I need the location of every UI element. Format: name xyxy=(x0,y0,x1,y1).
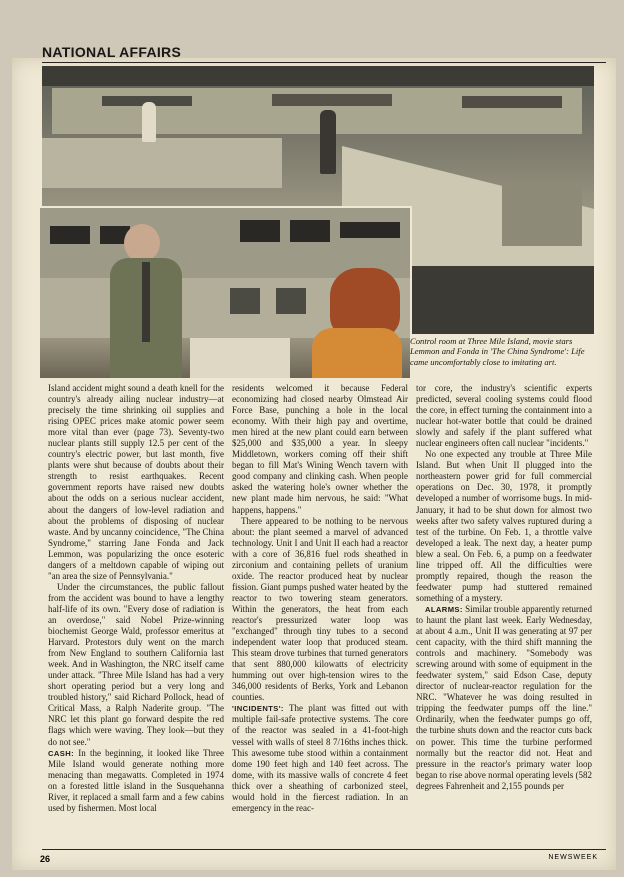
paragraph-text: Under the circumstances, the public fallout from the accident was bound to have a lengthy half-life of its own. "Every dose of radiation is an overdose," said Nobel Prize-winning biochemist George Wald, professor emeritus at Harvard. Protestors duly went on the march from New England to southern California last week. And in Washington, the NRC itself came under attack. "Three Mile Island has had a very short operating period but a very long and troubled history," said Richard Pollock, head of Critical Mass, a Ralph Naderite group. "The NRC let this plant go forward despite the red flags which were waving. They look—but they do not see." xyxy=(48,581,224,747)
paragraph-subhead: ALARMS: xyxy=(425,604,463,614)
paragraph-text: tor core, the industry's scientific experts predicted, several cooling systems could flood the core, in effect turning the containment into a nuclear hot-water bottle that could be drained slowly and safely if the plant suffered what nuclear engineers often call nuclear "incidents." xyxy=(416,383,592,449)
paragraph-text: Similar trouble apparently returned to haunt the plant last week. Early Wednesday, at about 4 a.m., Unit II was generating at 97 per cent capacity, with the third shift manning the controls and machinery. "Somebody was screwing around with some of equipment in the feedwater system," said Edson Case, deputy director of nuclear-reactor regulation for the NRC. "Whatever he was doing resulted in tripping the feedwater pumps off the line." Ordinarily, when the feedwater pumps go off, the turbine shuts down and the reactor cuts back on power. This time the turbine performed normally but the reactor did not. Heat and pressure in the reactor's primary water loop began to rise above normal operating levels (582 degrees Fahrenheit and 2,155 pounds per xyxy=(416,603,592,791)
paragraph-text: The plant was fitted out with multiple fail-safe protective systems. The core of the reactor was sealed in a 41-foot-high vessel with walls of steel 8 7/16ths inches thick. This awesome tube stood within a containment dome 190 feet high and 140 feet across. The dome, with its massive walls of concrete 4 feet thick over a sheathing of carbonized steel, would hold in the fiercest radiation. In an emergency in the reac- xyxy=(232,703,408,813)
paragraph-text: No one expected any trouble at Three Mile Island. But when Unit II plugged into the northeastern power grid for full commercial operations on Dec. 30, 1978, it promptly developed a number of worrisome bugs. In mid-January, it had to be shut down for almost two weeks after two safety valves ruptured during a test of the turbine. On Feb. 1, a throttle valve developed a leak. The next day, a heater pump blew a seal. On Feb. 6, a pump on a feedwater line tripped off. All the difficulties were promptly repaired, though the reason the feedwater pump had stuttered remained something of a mystery. xyxy=(416,449,592,603)
section-title: NATIONAL AFFAIRS xyxy=(42,44,182,60)
paragraph-text: residents welcomed it because Federal economizing had closed nearby Olmstead Air Force Base, punching a hole in the local economy. With their high pay and overtime, men hired at the new plant could earn between $25,000 and $35,000 a year. In sleepy Middletown, workers coming off their shift began to fill Mat's Wining Wench tavern with good company and clinking cash. When people asked the watering hole's owner whether the new plant made him nervous, he said: "What happens, happens." xyxy=(232,383,408,515)
paragraph-text: In the beginning, it looked like Three Mile Island would generate nothing more menacing than megawatts. Completed in 1974 on a forested little island in the Susquehanna River, it replaced a small farm and a few cabins used by fishermen. Most local xyxy=(48,747,224,813)
article-paragraph xyxy=(48,383,224,582)
paragraph-subhead: CASH: xyxy=(48,748,75,758)
header-rule xyxy=(42,62,606,63)
text-column-2 xyxy=(232,383,408,813)
article-paragraph xyxy=(416,383,592,449)
photo-caption: Control room at Three Mile Island, movie stars Lemmon and Fonda in 'The China Syndrome': Life came uncomfortably close to imitating art. xyxy=(410,336,585,367)
page-number: 26 xyxy=(40,854,51,864)
article-paragraph xyxy=(232,516,408,704)
footer-rule xyxy=(42,849,606,850)
movie-still-photo xyxy=(38,206,412,380)
magazine-name: NEWSWEEK xyxy=(548,854,598,861)
paragraph-text: There appeared to be nothing to be nervous about: the plant seemed a marvel of advanced technology. Unit I and Unit II each had a reactor with a core of 36,816 fuel rods sheathed in zirconium and containing pellets of uranium oxide. The reactor produced heat by nuclear fission. Giant pumps pushed water heated by the reactor to two towering steam generators. Within the generators, the heat from each reactor's pressurized water loop was "exchanged" through tiny tubes to a second independent water loop that produced steam. This steam drove turbines that turned generators that sent 880,000 kilowatts of electricity humming out over high-tension wires to the 346,000 residents of Berks, York and Lebanon counties. xyxy=(232,515,408,703)
text-column-1 xyxy=(48,383,224,813)
article-paragraph xyxy=(416,604,592,792)
article-paragraph xyxy=(416,449,592,604)
article-paragraph xyxy=(48,748,224,814)
article-paragraph xyxy=(232,383,408,516)
article-paragraph xyxy=(48,582,224,748)
paragraph-text: Island accident might sound a death knell for the country's already ailing nuclear industry—at precisely the time shrinking oil supplies and rising OPEC prices make atomic power seem more vital than ever (page 73). Seventy-two nuclear plants still supply 12.5 per cent of the country's electric power, but last month, five plants were shut because of doubts about their strength to resist earthquakes. Recent government reports have raised new doubts about the odds on a serious nuclear accident, about the dangers of low-level radiation and about the problems of disposing of nuclear waste. And by uncanny coincidence, "The China Syndrome," starring Jane Fonda and Jack Lemmon, was popularizing the once esoteric dangers of a meltdown capable of wiping out "an area the size of Pennsylvania." xyxy=(48,383,224,581)
text-column-3 xyxy=(416,383,592,803)
paragraph-subhead: 'INCIDENTS': xyxy=(232,704,284,714)
article-paragraph xyxy=(232,703,408,813)
